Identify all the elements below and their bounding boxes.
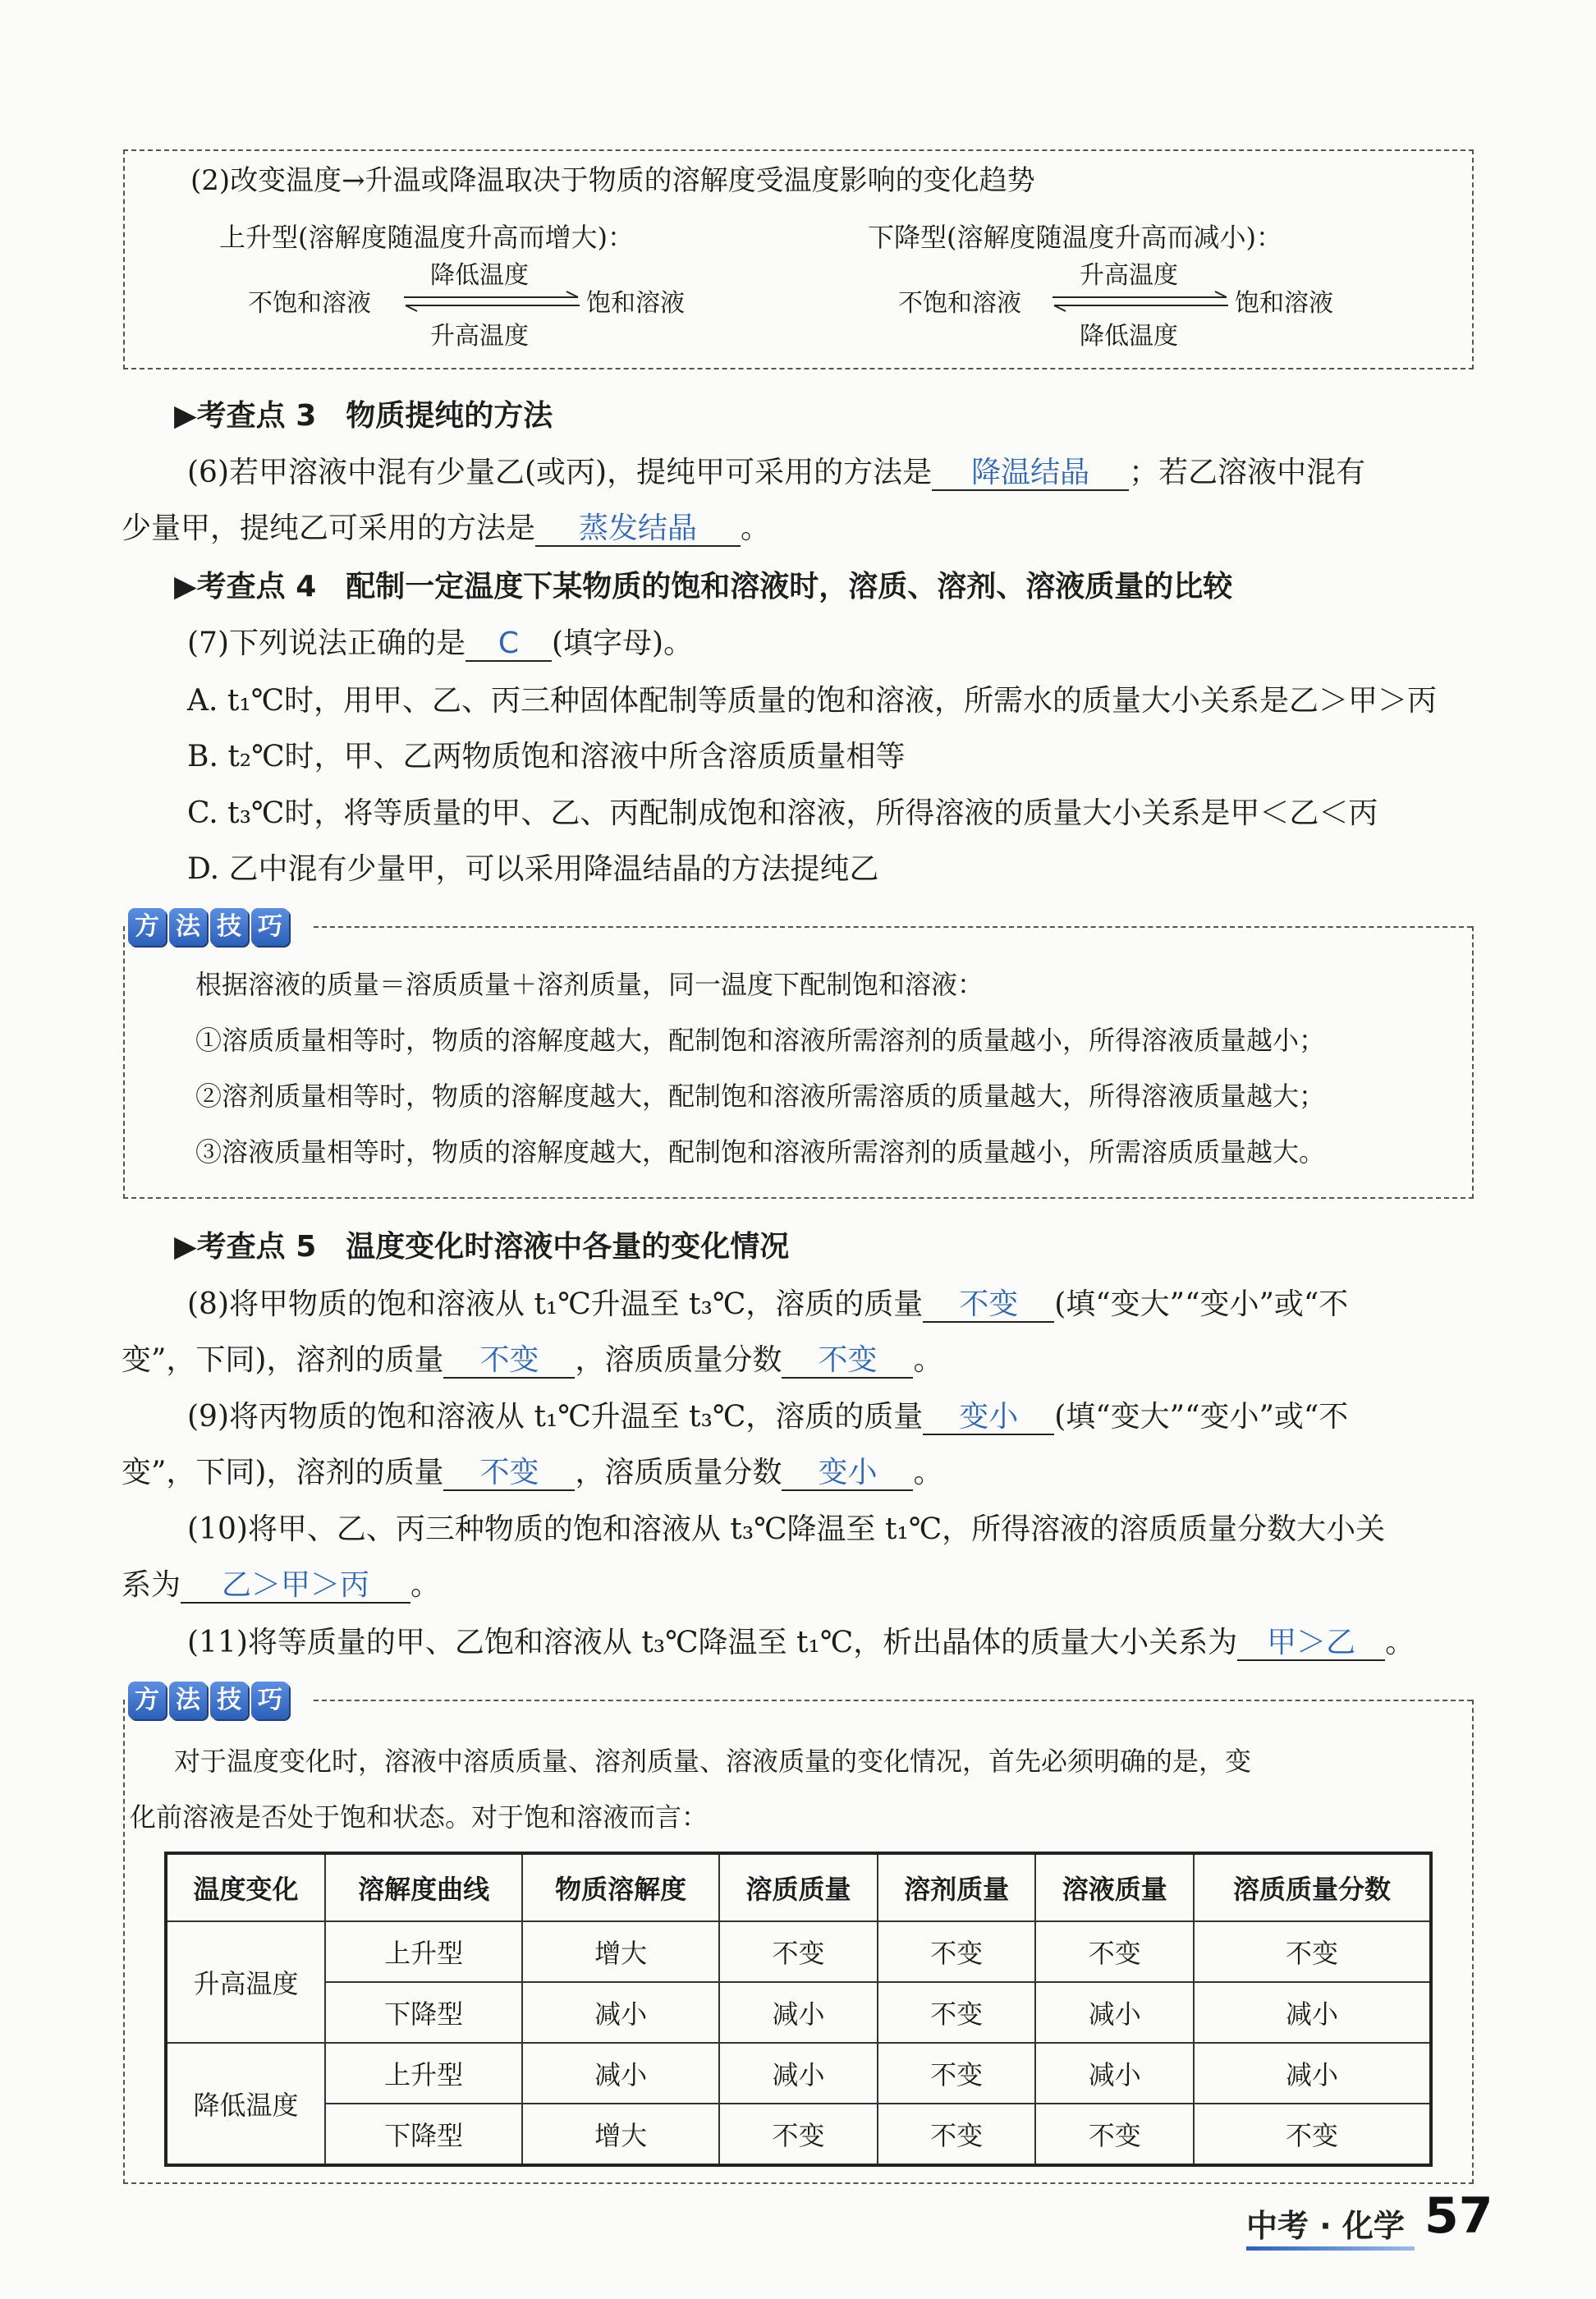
table-cell: 减小 [1035, 1982, 1194, 2043]
table-cell: 减小 [522, 2043, 719, 2104]
table-cell: 不变 [878, 1921, 1036, 1982]
badge-char: 巧 [251, 908, 289, 946]
q7-option-c: C. t₃℃时，将等质量的甲、乙、丙配制成饱和溶液，所得溶液的质量大小关系是甲＜乙＜丙 [187, 796, 1378, 830]
q10-text-c: 。 [410, 1568, 441, 1602]
table-cell: 增大 [522, 2104, 719, 2165]
q9-line2 [122, 1449, 942, 1491]
solubility-change-table [164, 1852, 1433, 2167]
table-header: 温度变化 [166, 1853, 325, 1921]
q7-option-b: B. t₂℃时，甲、乙两物质饱和溶液中所含溶质质量相等 [187, 740, 906, 773]
q8-text-d: ，溶质质量分数 [575, 1343, 782, 1377]
group-cell-cooling: 降低温度 [166, 2043, 325, 2165]
q9-text-e: 。 [913, 1456, 943, 1489]
method-tip-box-1 [123, 926, 1474, 1199]
badge-char: 技 [210, 1682, 248, 1719]
table-header: 溶质质量分数 [1194, 1853, 1431, 1921]
table-header: 溶液质量 [1035, 1853, 1194, 1921]
q8-text-c: 变”，下同)，溶剂的质量 [122, 1343, 444, 1377]
right-reversible-arrow-icon [1051, 291, 1231, 312]
tip1-line1: 根据溶液的质量＝溶质质量＋溶剂质量，同一温度下配制饱和溶液： [195, 969, 984, 1000]
left-to-label: 饱和溶液 [586, 289, 685, 318]
group-cell-heating: 升高温度 [166, 1921, 325, 2043]
right-to-label: 饱和溶液 [1235, 289, 1333, 318]
tip-box-top-border [314, 1700, 1472, 1701]
q6-line2 [122, 505, 770, 547]
q9-text-d: ，溶质质量分数 [575, 1456, 782, 1489]
table-cell: 下降型 [325, 2104, 522, 2165]
left-top-condition: 降低温度 [430, 261, 529, 290]
q6-text-c: 少量甲，提纯乙可采用的方法是 [122, 512, 536, 545]
q8-text-e: 。 [913, 1343, 943, 1377]
badge-char: 技 [210, 908, 248, 946]
footer-underline [1246, 2246, 1415, 2251]
box1-right-title: 下降型(溶解度随温度升高而减小)： [868, 222, 1282, 253]
table-header: 溶剂质量 [878, 1853, 1036, 1921]
badge-char: 法 [169, 908, 207, 946]
table-cell: 减小 [522, 1982, 719, 2043]
table-cell: 不变 [1194, 2104, 1431, 2165]
table-header: 物质溶解度 [522, 1853, 719, 1921]
q9-answer1: 变小 [923, 1401, 1054, 1435]
box1-left-title: 上升型(溶解度随温度升高而增大)： [219, 222, 634, 253]
badge-char: 法 [169, 1682, 207, 1719]
q9-text-a: (9)将丙物质的饱和溶液从 t₁℃升温至 t₃℃，溶质的质量 [187, 1400, 924, 1434]
table-row [166, 1982, 1431, 2043]
q7-option-d: D. 乙中混有少量甲，可以采用降温结晶的方法提纯乙 [187, 852, 879, 886]
footer-label: 中考 · 化学 [1246, 2208, 1405, 2244]
table-header: 溶解度曲线 [325, 1853, 522, 1921]
tip2-line1: 对于温度变化时，溶液中溶质质量、溶剂质量、溶液质量的变化情况，首先必须明确的是，变 [174, 1746, 1252, 1777]
table-cell: 减小 [719, 1982, 878, 2043]
right-bottom-condition: 降低温度 [1080, 322, 1178, 351]
q7-line [187, 620, 693, 662]
tip2-line2: 化前溶液是否处于饱和状态。对于饱和溶液而言： [130, 1801, 709, 1833]
tip1-line2: ①溶质质量相等时，物质的溶解度越大，配制饱和溶液所需溶剂的质量越小，所得溶液质量越小； [195, 1025, 1326, 1056]
q7-answer: C [466, 627, 552, 662]
left-reversible-arrow-icon [402, 291, 583, 312]
q7-text-b: (填字母)。 [552, 626, 694, 660]
table-cell: 不变 [878, 2043, 1036, 2104]
q9-text-b: (填“变大”“变小”或“不 [1054, 1400, 1349, 1434]
left-from-label: 不饱和溶液 [248, 289, 371, 318]
table-cell: 不变 [719, 1921, 878, 1982]
q9-answer3: 变小 [782, 1457, 913, 1491]
tip1-line4: ③溶液质量相等时，物质的溶解度越大，配制饱和溶液所需溶剂的质量越小，所需溶质质量越大。 [195, 1136, 1326, 1168]
table-row [166, 2104, 1431, 2165]
right-top-condition: 升高温度 [1080, 261, 1178, 290]
badge-char: 巧 [251, 1682, 289, 1719]
q7-text-a: (7)下列说法正确的是 [187, 626, 466, 660]
page-number: 57 [1424, 2187, 1493, 2245]
q6-answer1: 降温结晶 [932, 457, 1129, 491]
temperature-change-box [123, 149, 1474, 369]
table-cell: 下降型 [325, 1982, 522, 2043]
q10-answer: 乙＞甲＞丙 [181, 1569, 410, 1604]
table-header: 溶质质量 [719, 1853, 878, 1921]
table-cell: 上升型 [325, 1921, 522, 1982]
table-row [166, 2043, 1431, 2104]
q9-answer2: 不变 [443, 1457, 575, 1491]
tip-box-top-border [314, 926, 1472, 928]
q9-line1 [187, 1393, 1348, 1435]
q10-text-b: 系为 [122, 1568, 181, 1602]
table-cell: 不变 [878, 2104, 1036, 2165]
q8-line1 [187, 1281, 1348, 1323]
q11-text-b: 。 [1385, 1626, 1415, 1659]
q8-answer1: 不变 [923, 1288, 1054, 1323]
q10-line1: (10)将甲、乙、丙三种物质的饱和溶液从 t₃℃降温至 t₁℃，所得溶液的溶质质量分数大小关 [187, 1512, 1386, 1546]
box1-line1: (2)改变温度→升温或降温取决于物质的溶解度受温度影响的变化趋势 [190, 164, 1035, 197]
right-from-label: 不饱和溶液 [898, 289, 1021, 318]
q6-text-b: ；若乙溶液中混有 [1129, 456, 1366, 489]
q6-text-a: (6)若甲溶液中混有少量乙(或丙)，提纯甲可采用的方法是 [187, 456, 933, 489]
section3-heading: ▶考查点 3 物质提纯的方法 [174, 399, 553, 433]
left-bottom-condition: 升高温度 [430, 322, 529, 351]
q11-text-a: (11)将等质量的甲、乙饱和溶液从 t₃℃降温至 t₁℃，析出晶体的质量大小关系为 [187, 1626, 1238, 1659]
badge-char: 方 [128, 1682, 166, 1719]
q6-answer2: 蒸发结晶 [535, 512, 741, 547]
table-cell: 增大 [522, 1921, 719, 1982]
q9-text-c: 变”，下同)，溶剂的质量 [122, 1456, 444, 1489]
table-cell: 不变 [1035, 1921, 1194, 1982]
table-cell: 上升型 [325, 2043, 522, 2104]
table-cell: 减小 [1194, 2043, 1431, 2104]
table-row [166, 1921, 1431, 1982]
q8-line2 [122, 1337, 942, 1379]
badge-char: 方 [128, 908, 166, 946]
table-cell: 不变 [719, 2104, 878, 2165]
q11-line [187, 1619, 1415, 1661]
q8-text-a: (8)将甲物质的饱和溶液从 t₁℃升温至 t₃℃，溶质的质量 [187, 1287, 924, 1321]
q10-line2 [122, 1562, 440, 1604]
q8-answer3: 不变 [782, 1344, 913, 1379]
table-header-row [166, 1853, 1431, 1921]
q8-answer2: 不变 [443, 1344, 575, 1379]
q6-text-d: 。 [741, 512, 771, 545]
tip1-line3: ②溶剂质量相等时，物质的溶解度越大，配制饱和溶液所需溶质的质量越大，所得溶液质量越大； [195, 1081, 1326, 1112]
table-cell: 不变 [878, 1982, 1036, 2043]
table-cell: 减小 [1194, 1982, 1431, 2043]
section5-heading: ▶考查点 5 温度变化时溶液中各量的变化情况 [174, 1230, 790, 1264]
section4-heading: ▶考查点 4 配制一定温度下某物质的饱和溶液时，溶质、溶剂、溶液质量的比较 [174, 570, 1233, 603]
q11-answer: 甲＞乙 [1237, 1627, 1385, 1661]
table-cell: 减小 [719, 2043, 878, 2104]
q6-line1 [187, 449, 1365, 491]
table-cell: 不变 [1035, 2104, 1194, 2165]
q7-option-a: A. t₁℃时，用甲、乙、丙三种固体配制等质量的饱和溶液，所需水的质量大小关系是乙＞甲＞丙 [187, 684, 1438, 718]
table-cell: 不变 [1194, 1921, 1431, 1982]
table-cell: 减小 [1035, 2043, 1194, 2104]
q8-text-b: (填“变大”“变小”或“不 [1054, 1287, 1349, 1321]
